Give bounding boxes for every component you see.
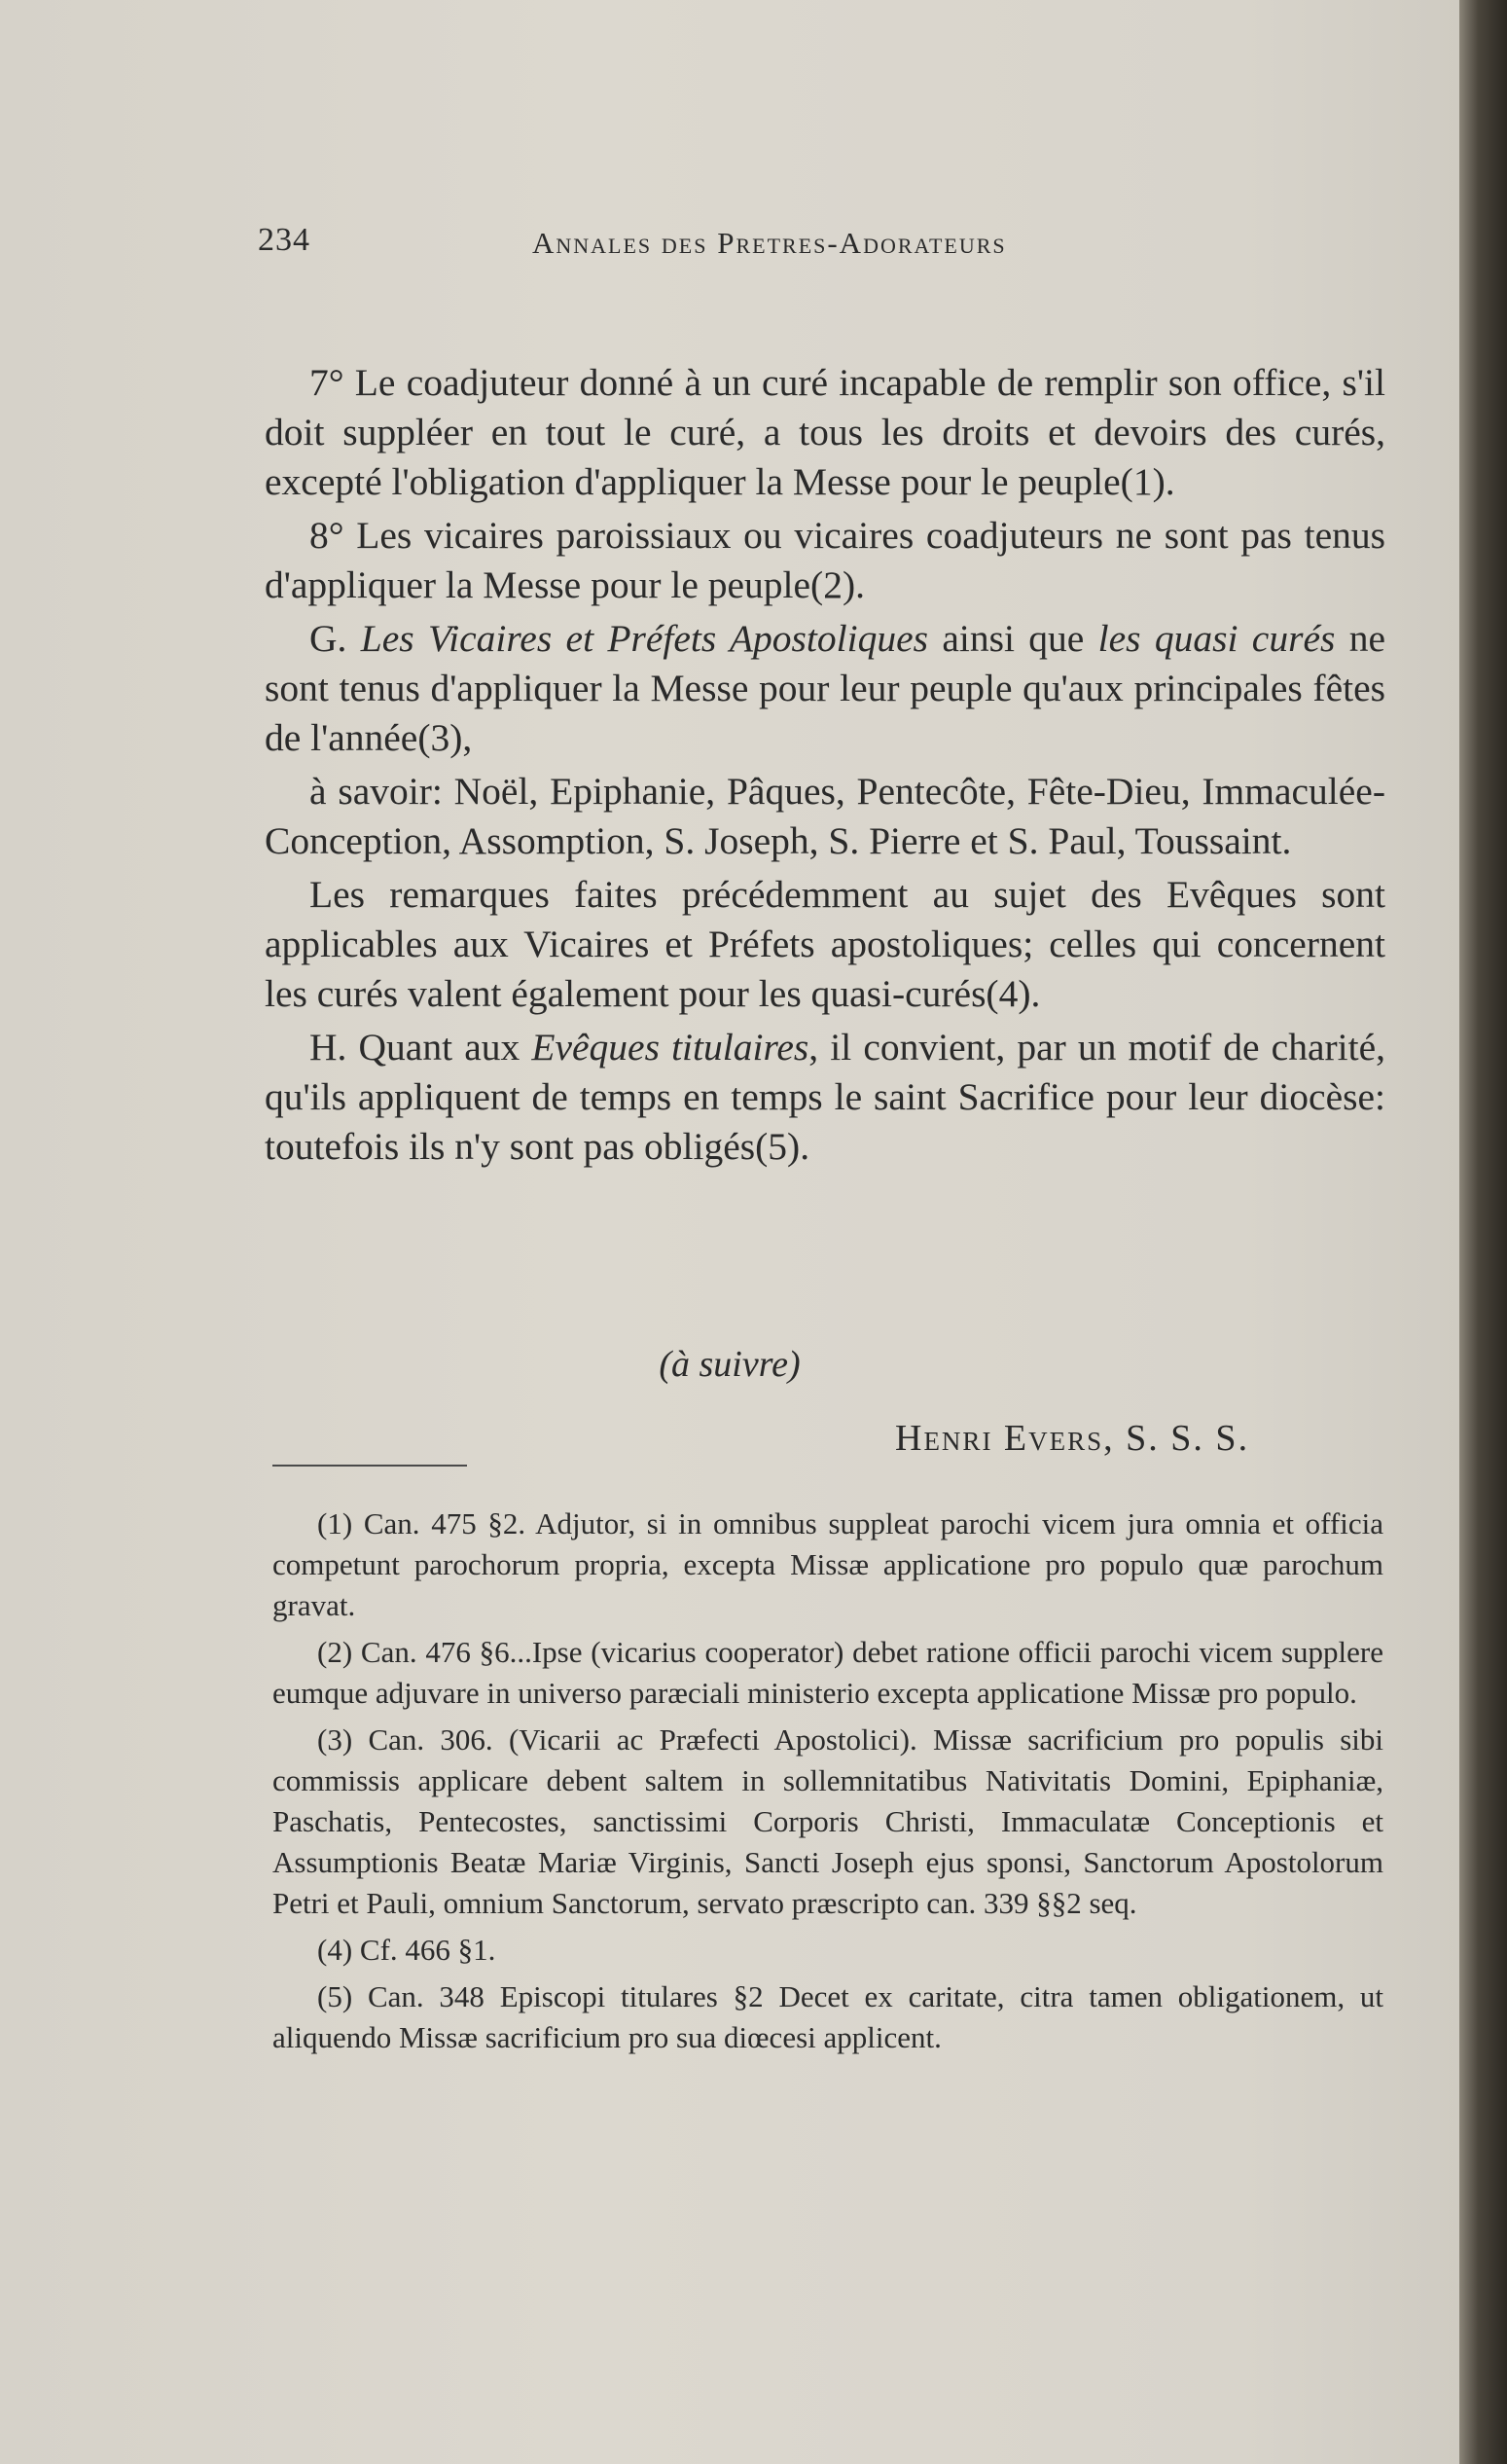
footnote-rule	[272, 1465, 467, 1467]
running-head: Annales des Pretres-Adorateurs	[532, 226, 1007, 260]
paragraph-g	[265, 614, 1385, 763]
book-spine-edge	[1459, 0, 1507, 2464]
author-signature: Henri Evers, S. S. S.	[895, 1418, 1250, 1459]
paragraph-g-mid: ainsi que	[927, 617, 1098, 660]
page-number: 234	[258, 222, 310, 258]
paragraph-g-rest: ne sont tenus d'appliquer la Messe pour leur peuple qu'aux principales fêtes de l'année(3),	[265, 617, 1385, 759]
to-follow: (à suivre)	[659, 1344, 801, 1385]
footnote: (5) Can. 348 Episcopi titulares §2 Decet ex caritate, citra tamen obligationem, ut aliquendo Missæ sacrificium pro sua diœcesi applicent.	[272, 1979, 1383, 2054]
footnote: (4) Cf. 466 §1.	[317, 1933, 496, 1967]
paragraph-8: 8° Les vicaires paroissiaux ou vicaires coadjuteurs ne sont pas tenus d'appliquer la Messe pour le peuple(2).	[265, 514, 1385, 606]
footnote: (2) Can. 476 §6...Ipse (vicarius cooperator) debet ratione officii parochi vicem supplere eumque adjuvare in universo paræciali ministerio excepta applicatione Missæ pro populo.	[272, 1635, 1383, 1710]
footnote: (1) Can. 475 §2. Adjutor, si in omnibus suppleat parochi vicem jura omnia et officia competunt parochorum propria, excepta Missæ applicatione pro populo quæ parochum gravat.	[272, 1506, 1383, 1622]
paragraph-g-lead: G.	[309, 617, 361, 660]
paragraph-remarks: Les remarques faites précédemment au sujet des Evêques sont applicables aux Vicaires et Préfets apostoliques; celles qui concernent les curés valent également pour les quasi-curés(4).	[265, 873, 1385, 1015]
paragraph-h-rest: , il convient, par un motif de charité, qu'ils appliquent de temps en temps le saint Sacrifice pour leur diocèse: toutefois ils n'y sont pas obligés(5).	[265, 1026, 1385, 1168]
paragraph-h	[265, 1023, 1385, 1172]
footnote: (3) Can. 306. (Vicarii ac Præfecti Apostolici). Missæ sacrificium pro populis sibi commissis applicare debent saltem in sollemnitatibus Nativitatis Domini, Epiphaniæ, Paschatis, Pentecostes, sanctissimi Corporis Christi, Immaculatæ Conceptionis et Assumptionis Beatæ Mariæ Virginis, Sancti Joseph ejus sponsi, Sanctorum Apostolorum Petri et Pauli, omnium Sanctorum, servato præscripto can. 339 §§2 seq.	[272, 1722, 1383, 1920]
body-text	[265, 358, 1385, 1172]
page-header	[258, 222, 1231, 271]
paragraph-g-italic-quasi: les quasi curés	[1097, 617, 1336, 660]
paragraph-feasts: à savoir: Noël, Epiphanie, Pâques, Pentecôte, Fête-Dieu, Immaculée-Conception, Assomption, S. Joseph, S. Pierre et S. Paul, Toussaint.	[265, 770, 1385, 862]
paragraph-h-italic: Evêques titulaires	[531, 1026, 809, 1069]
paragraph-g-italic-vicaires: Les Vicaires et Préfets Apostoliques	[360, 617, 928, 660]
paragraph-7: 7° Le coadjuteur donné à un curé incapable de remplir son office, s'il doit suppléer en tout le curé, a tous les droits et devoirs des curés, excepté l'obligation d'appliquer la Messe pour le peuple(1).	[265, 361, 1385, 503]
footnotes	[272, 1504, 1383, 2064]
paragraph-h-lead: H. Quant aux	[309, 1026, 532, 1069]
